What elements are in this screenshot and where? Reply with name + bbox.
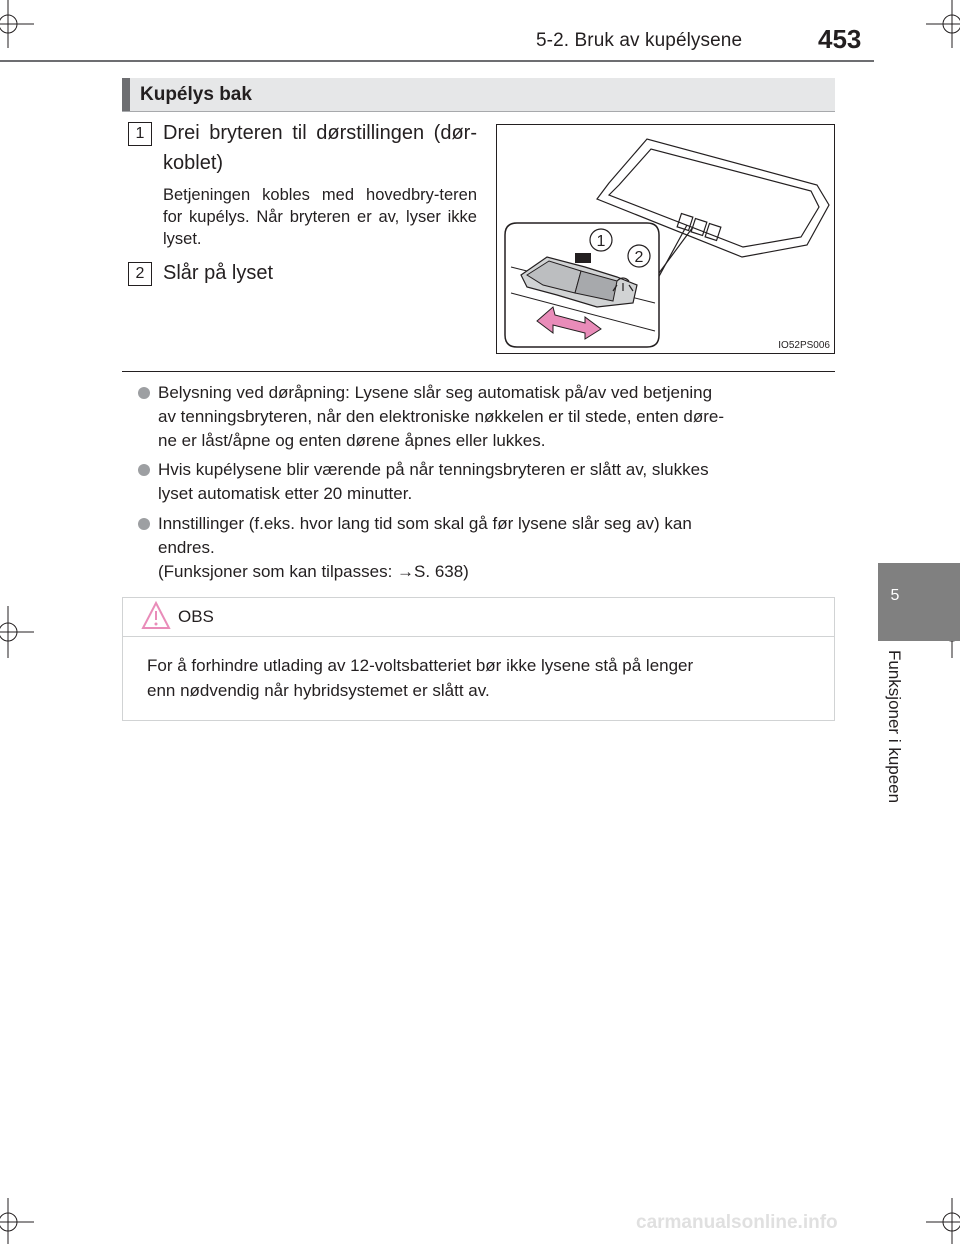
bullet-1-line-3: ne er låst/åpne og enten dørene åpnes eller lukkes. xyxy=(158,431,546,450)
bullet-2-line-1: Hvis kupélysene blir værende på når tenningsbryteren er slått av, slukkes xyxy=(158,460,709,479)
section-title: Kupélys bak xyxy=(140,84,252,105)
caution-line-2: enn nødvendig når hybridsystemet er slått av. xyxy=(147,681,490,700)
step-1-badge: 1 xyxy=(128,122,152,146)
step-1-text: Drei bryteren til dørstillingen (dør-koblet) xyxy=(163,122,477,174)
rear-interior-light-illustration xyxy=(496,124,835,354)
step-2-badge: 2 xyxy=(128,262,152,286)
interior-light-drawing xyxy=(497,125,834,353)
page-number: 453 xyxy=(818,24,862,54)
caution-header xyxy=(123,598,834,637)
callout-1: 1 xyxy=(596,233,606,250)
chapter-number: 5 xyxy=(890,587,900,604)
section-heading-bar xyxy=(122,78,130,111)
chapter-title: Funksjoner i kupeen xyxy=(885,650,904,804)
bullet-2-line-2: lyset automatisk etter 20 minutter. xyxy=(158,484,413,503)
caution-box xyxy=(122,597,835,721)
header-rule xyxy=(0,60,874,62)
bullet-3-line-3: (Funksjoner som kan tilpasses: →S. 638) xyxy=(158,562,469,581)
callout-2: 2 xyxy=(634,249,644,266)
bullet-dot-icon xyxy=(138,464,150,476)
illustration-code: IO52PS006 xyxy=(778,340,830,351)
section-heading xyxy=(122,78,835,112)
bullet-item xyxy=(138,512,836,584)
bullet-dot-icon xyxy=(138,518,150,530)
bullet-item xyxy=(138,381,836,453)
bullet-3-line-2: endres. xyxy=(158,538,215,557)
watermark: carmanualsonline.info xyxy=(636,1212,838,1233)
bullet-1-line-1: Belysning ved døråpning: Lysene slår seg automatisk på/av ved betjening xyxy=(158,383,713,402)
bullet-dot-icon xyxy=(138,387,150,399)
running-header-section: 5-2. Bruk av kupélysene xyxy=(536,30,743,51)
bullet-3-line-1: Innstillinger (f.eks. hvor lang tid som skal gå før lysene slår seg av) kan xyxy=(158,514,692,533)
section-divider xyxy=(122,371,835,372)
bullet-1-line-2: av tenningsbryteren, når den elektroniske nøkkelen er til stede, enten døre- xyxy=(158,407,725,426)
caution-line-1: For å forhindre utlading av 12-voltsbatteriet bør ikke lysene stå på lenger xyxy=(147,656,694,675)
chapter-tab xyxy=(878,563,960,641)
step-1-description: Betjeningen kobles med hovedbry-teren for kupélys. Når bryteren er av, lyser ikke lyset. xyxy=(163,186,477,248)
step-2-text: Slår på lyset xyxy=(163,262,274,284)
caution-text xyxy=(147,653,823,703)
caution-label: OBS xyxy=(178,607,214,626)
bullet-item xyxy=(138,458,836,506)
warning-triangle-icon xyxy=(141,601,171,631)
